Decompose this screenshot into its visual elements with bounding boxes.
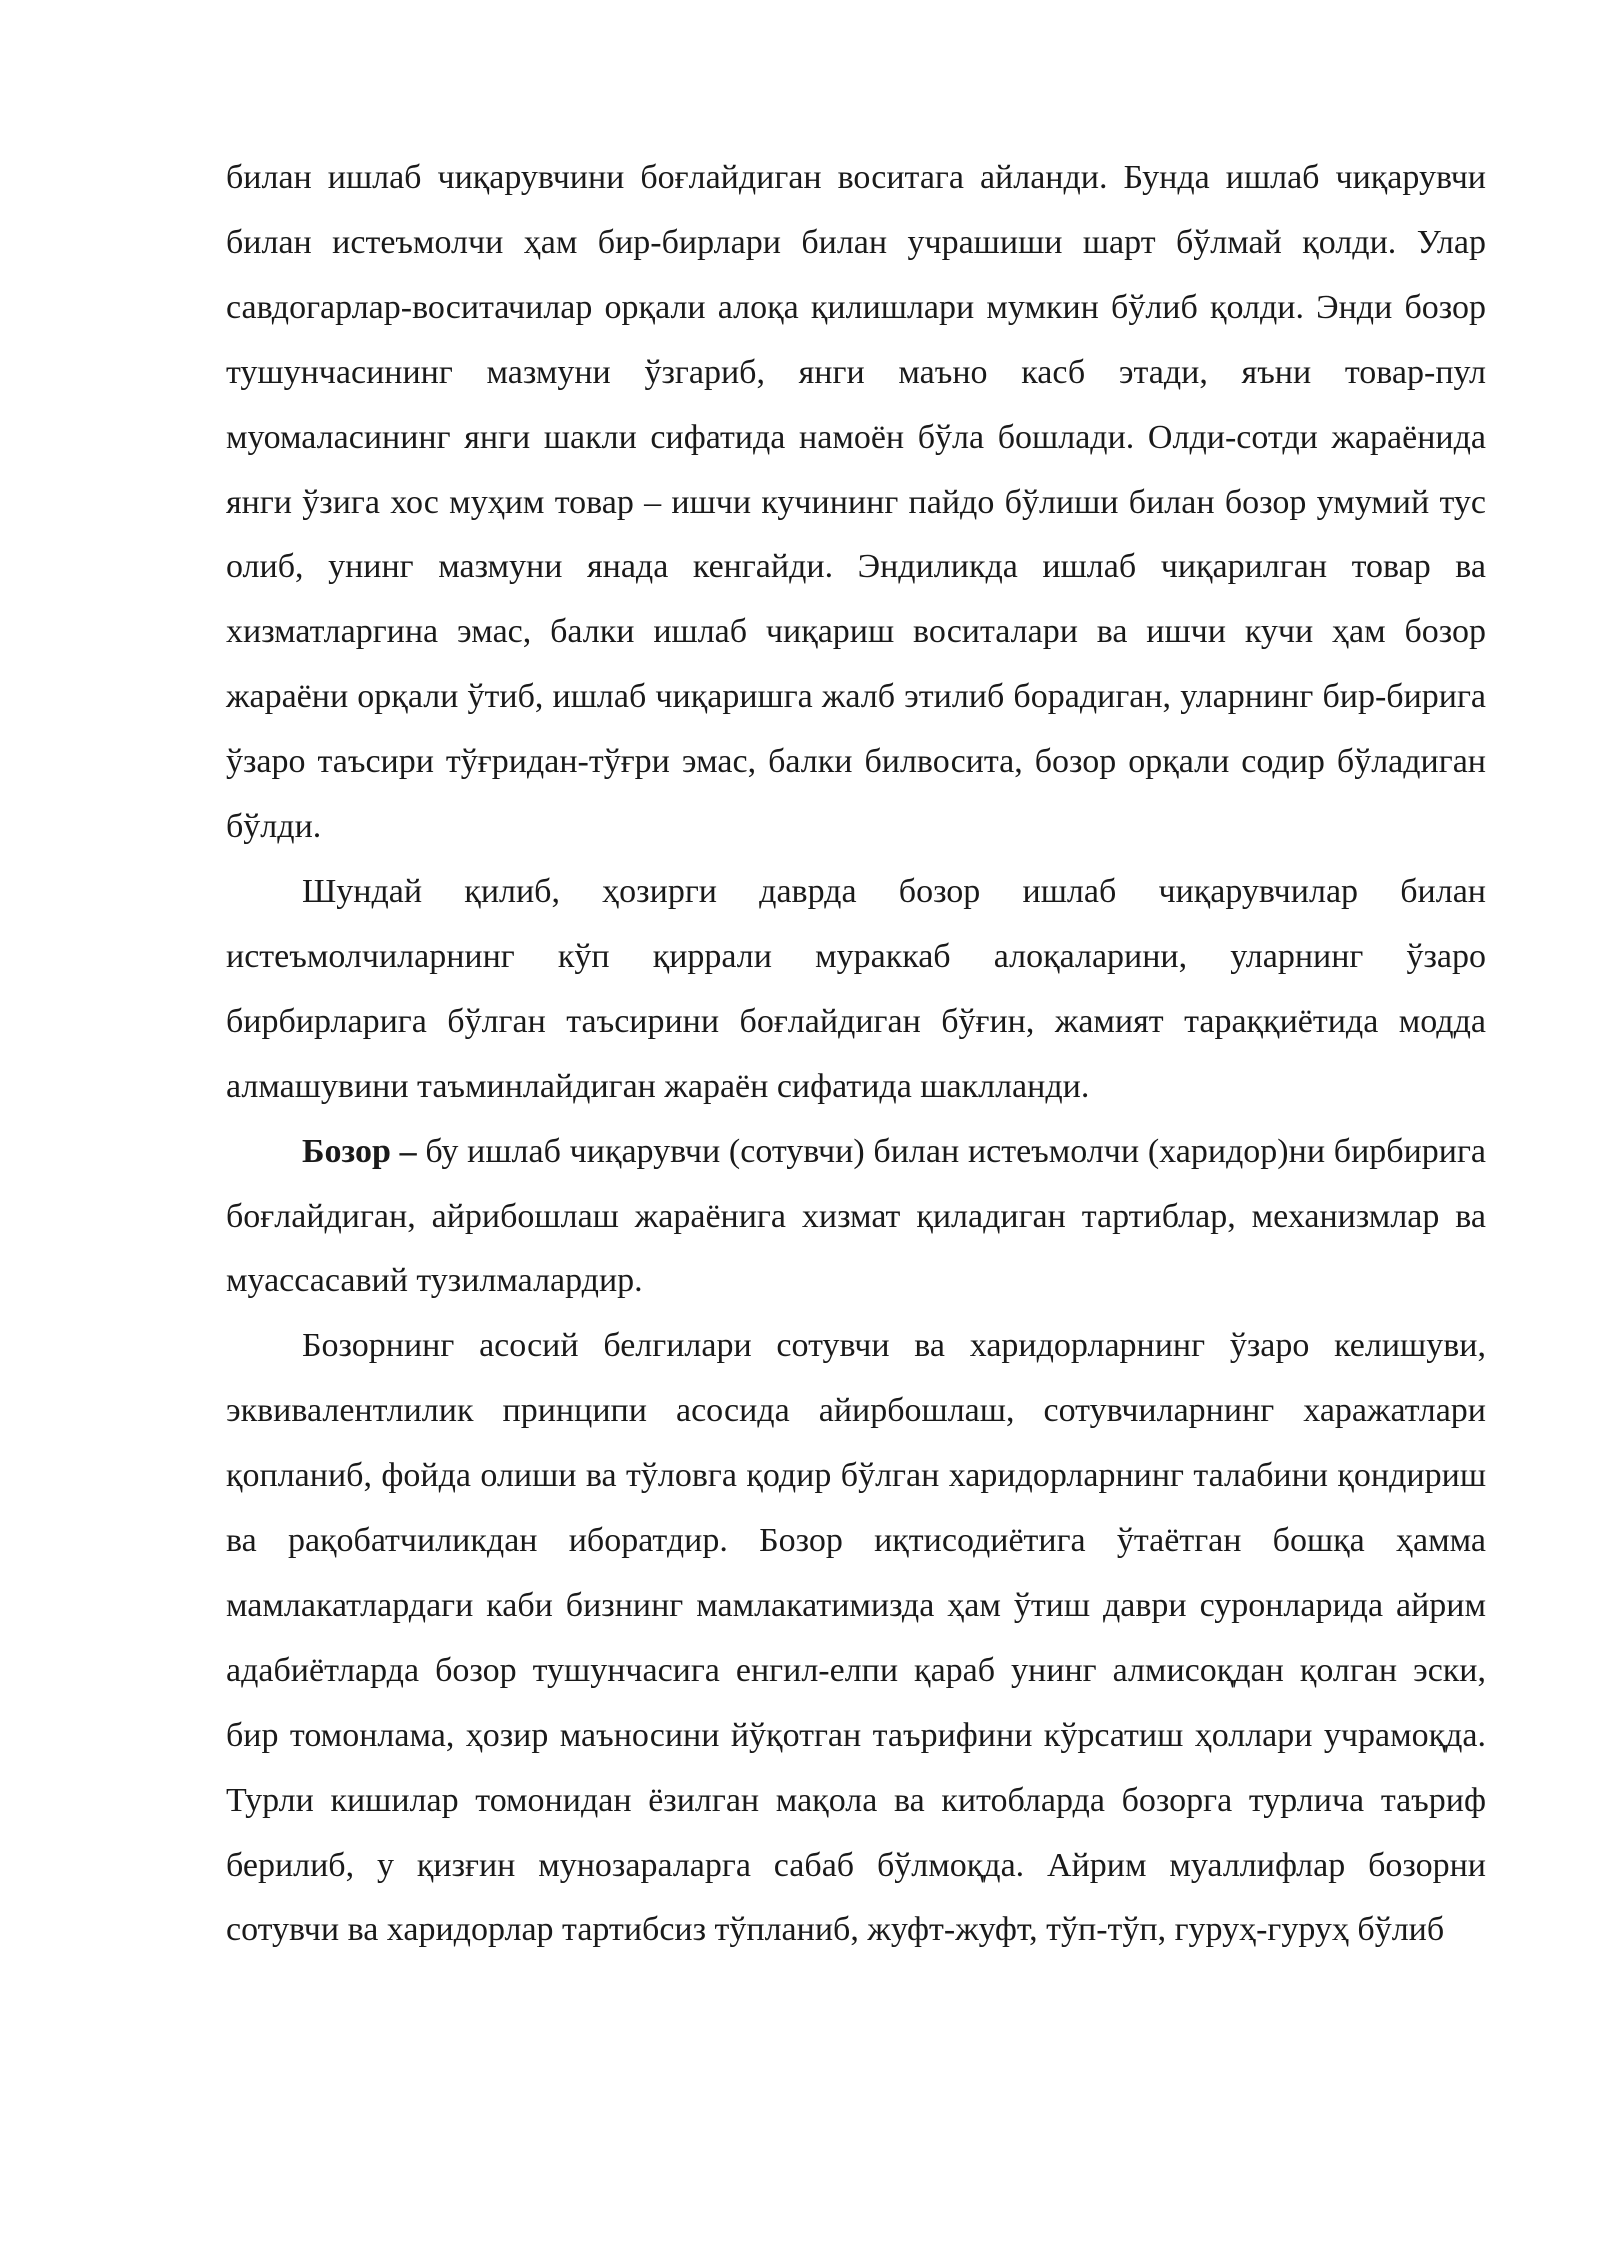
defined-term: Бозор – xyxy=(302,1132,417,1170)
document-body xyxy=(226,146,1486,1963)
paragraph-1: билан ишлаб чиқарувчини боғлайдиган воситага айланди. Бунда ишлаб чиқарувчи билан истеъмолчи ҳам бир-бирлари билан учрашиши шарт бўлмай қолди. Улар савдогарлар-воситачилар орқали алоқа қилишлари мумкин бўлиб қолди. Энди бозор тушунчасининг мазмуни ўзгариб, янги маъно касб этади, яъни товар-пул муомаласининг янги шакли сифатида намоён бўла бошлади. Олди-сотди жараёнида янги ўзига хос муҳим товар – ишчи кучининг пайдо бўлиши билан бозор умумий тус олиб, унинг мазмуни янада кенгайди. Эндиликда ишлаб чиқарилган товар ва хизматларгина эмас, балки ишлаб чиқариш воситалари ва ишчи кучи ҳам бозор жараёни орқали ўтиб, ишлаб чиқаришга жалб этилиб борадиган, уларнинг бир-бирига ўзаро таъсири тўғридан-тўғри эмас, балки билвосита, бозор орқали содир бўладиган бўлди. xyxy=(226,159,1486,846)
paragraph-4: Бозорнинг асосий белгилари сотувчи ва харидорларнинг ўзаро келишуви, эквивалентлилик принципи асосида айирбошлаш, сотувчиларнинг харажатлари қопланиб, фойда олиши ва тўловга қодир бўлган харидорларнинг талабини қондириш ва рақобатчиликдан иборатдир. Бозор иқтисодиётига ўтаётган бошқа ҳамма мамлакатлардаги каби бизнинг мамлакатимизда ҳам ўтиш даври суронларида айрим адабиётларда бозор тушунчасига енгил-елпи қараб унинг алмисоқдан қолган эски, бир томонлама, ҳозир маъносини йўқотган таърифини кўрсатиш ҳоллари учрамоқда. Турли кишилар томонидан ёзилган мақола ва китобларда бозорга турлича таъриф берилиб, у қизғин мунозараларга сабаб бўлмоқда. Айрим муаллифлар бозорни сотувчи ва харидорлар тартибсиз тўпланиб, жуфт-жуфт, тўп-тўп, гуруҳ-гуруҳ бўлиб xyxy=(226,1327,1486,1949)
definition-text: бу ишлаб чиқарувчи (сотувчи) билан истеъмолчи (харидор)ни бирбирига боғлайдиган, айрибошлаш жараёнига хизмат қиладиган тартиблар, механизмлар ва муассасавий тузилмалардир. xyxy=(226,1132,1487,1300)
paragraph-2: Шундай қилиб, ҳозирги даврда бозор ишлаб чиқарувчилар билан истеъмолчиларнинг кўп қиррали мураккаб алоқаларини, уларнинг ўзаро бирбирларига бўлган таъсирини боғлайдиган бўғин, жамият тараққиётида модда алмашувини таъминлайдиган жараён сифатида шаклланди. xyxy=(226,872,1486,1105)
paragraph-3 xyxy=(226,1120,1486,1315)
